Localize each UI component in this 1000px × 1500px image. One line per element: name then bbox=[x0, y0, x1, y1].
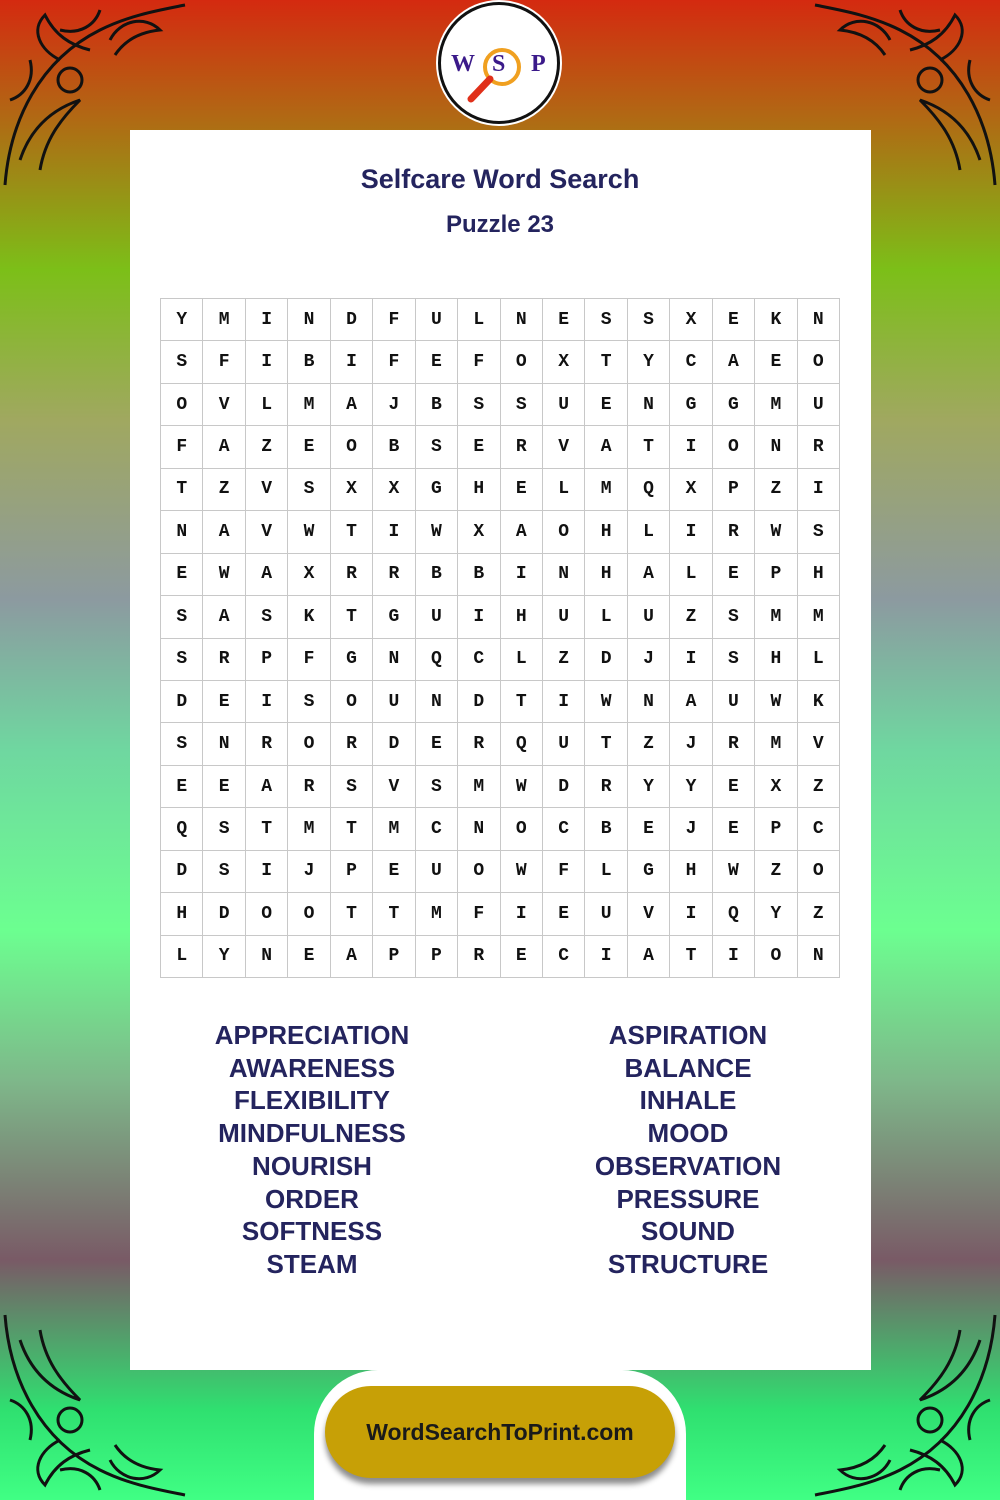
grid-cell[interactable]: O bbox=[755, 936, 797, 978]
grid-cell[interactable]: Y bbox=[161, 299, 203, 341]
grid-cell[interactable]: U bbox=[416, 299, 458, 341]
grid-cell[interactable]: B bbox=[416, 554, 458, 596]
grid-cell[interactable]: E bbox=[585, 384, 627, 426]
grid-cell[interactable]: I bbox=[331, 341, 373, 383]
grid-cell[interactable]: U bbox=[798, 384, 840, 426]
grid-cell[interactable]: T bbox=[670, 936, 712, 978]
grid-cell[interactable]: L bbox=[501, 639, 543, 681]
grid-cell[interactable]: A bbox=[628, 554, 670, 596]
grid-cell[interactable]: F bbox=[203, 341, 245, 383]
grid-cell[interactable]: Z bbox=[755, 469, 797, 511]
grid-cell[interactable]: H bbox=[585, 554, 627, 596]
grid-cell[interactable]: F bbox=[458, 893, 500, 935]
grid-cell[interactable]: I bbox=[246, 299, 288, 341]
grid-cell[interactable]: M bbox=[585, 469, 627, 511]
word-list-item: BALANCE bbox=[624, 1052, 752, 1083]
grid-cell[interactable]: T bbox=[331, 893, 373, 935]
grid-cell[interactable]: E bbox=[416, 341, 458, 383]
grid-cell[interactable]: A bbox=[246, 554, 288, 596]
word-list-item: FLEXIBILITY bbox=[234, 1085, 390, 1116]
grid-cell[interactable]: M bbox=[755, 596, 797, 638]
grid-cell[interactable]: S bbox=[161, 723, 203, 765]
grid-cell[interactable]: X bbox=[543, 341, 585, 383]
grid-cell[interactable]: A bbox=[713, 341, 755, 383]
grid-cell[interactable]: T bbox=[331, 808, 373, 850]
grid-cell[interactable]: L bbox=[246, 384, 288, 426]
grid-cell[interactable]: M bbox=[373, 808, 415, 850]
grid-cell[interactable]: T bbox=[246, 808, 288, 850]
grid-cell[interactable]: I bbox=[670, 511, 712, 553]
word-list-item: SOUND bbox=[641, 1216, 735, 1247]
grid-cell[interactable]: A bbox=[203, 511, 245, 553]
grid-cell[interactable]: E bbox=[288, 426, 330, 468]
grid-cell[interactable]: T bbox=[161, 469, 203, 511]
grid-cell[interactable]: S bbox=[161, 596, 203, 638]
puzzle-title: Selfcare Word Search bbox=[360, 164, 640, 194]
grid-cell[interactable]: K bbox=[798, 681, 840, 723]
grid-cell[interactable]: S bbox=[798, 511, 840, 553]
word-list-item: ASPIRATION bbox=[608, 1020, 768, 1050]
grid-cell[interactable]: W bbox=[288, 511, 330, 553]
grid-cell[interactable]: N bbox=[161, 511, 203, 553]
grid-cell[interactable]: R bbox=[458, 936, 500, 978]
grid-cell[interactable]: C bbox=[416, 808, 458, 850]
grid-cell[interactable]: V bbox=[543, 426, 585, 468]
letter-grid bbox=[160, 298, 840, 978]
grid-cell[interactable]: A bbox=[331, 936, 373, 978]
grid-cell[interactable]: E bbox=[713, 808, 755, 850]
grid-cell[interactable]: E bbox=[713, 766, 755, 808]
grid-cell[interactable]: S bbox=[585, 299, 627, 341]
grid-cell[interactable]: E bbox=[713, 554, 755, 596]
grid-cell[interactable]: B bbox=[288, 341, 330, 383]
grid-cell[interactable]: W bbox=[585, 681, 627, 723]
grid-cell[interactable]: T bbox=[331, 511, 373, 553]
grid-cell[interactable]: A bbox=[670, 681, 712, 723]
grid-cell[interactable]: X bbox=[670, 299, 712, 341]
grid-cell[interactable]: S bbox=[416, 766, 458, 808]
grid-cell[interactable]: R bbox=[501, 426, 543, 468]
grid-cell[interactable]: I bbox=[543, 681, 585, 723]
grid-cell[interactable]: L bbox=[798, 639, 840, 681]
grid-cell[interactable]: Z bbox=[246, 426, 288, 468]
grid-cell[interactable]: E bbox=[755, 341, 797, 383]
grid-cell[interactable]: N bbox=[246, 936, 288, 978]
grid-cell[interactable]: U bbox=[416, 596, 458, 638]
grid-cell[interactable]: Y bbox=[755, 893, 797, 935]
grid-cell[interactable]: E bbox=[416, 723, 458, 765]
grid-cell[interactable]: D bbox=[585, 639, 627, 681]
grid-cell[interactable]: I bbox=[501, 554, 543, 596]
grid-cell[interactable]: D bbox=[203, 893, 245, 935]
grid-cell[interactable]: I bbox=[246, 681, 288, 723]
grid-cell[interactable]: I bbox=[246, 341, 288, 383]
grid-cell[interactable]: F bbox=[373, 341, 415, 383]
grid-cell[interactable]: D bbox=[161, 851, 203, 893]
grid-cell[interactable]: I bbox=[458, 596, 500, 638]
grid-cell[interactable]: A bbox=[246, 766, 288, 808]
grid-cell[interactable]: U bbox=[416, 851, 458, 893]
grid-cell[interactable]: U bbox=[628, 596, 670, 638]
grid-cell[interactable]: O bbox=[798, 851, 840, 893]
grid-cell[interactable]: O bbox=[161, 384, 203, 426]
grid-cell[interactable]: H bbox=[161, 893, 203, 935]
grid-cell[interactable]: X bbox=[670, 469, 712, 511]
grid-cell[interactable]: L bbox=[458, 299, 500, 341]
grid-cell[interactable]: W bbox=[501, 851, 543, 893]
grid-cell[interactable]: D bbox=[543, 766, 585, 808]
grid-cell[interactable]: B bbox=[458, 554, 500, 596]
grid-cell[interactable]: R bbox=[331, 723, 373, 765]
grid-cell[interactable]: I bbox=[373, 511, 415, 553]
grid-cell[interactable]: F bbox=[373, 299, 415, 341]
grid-cell[interactable]: J bbox=[288, 851, 330, 893]
grid-cell[interactable]: O bbox=[331, 426, 373, 468]
grid-cell[interactable]: S bbox=[161, 341, 203, 383]
grid-cell[interactable]: M bbox=[798, 596, 840, 638]
grid-cell[interactable]: A bbox=[203, 426, 245, 468]
grid-cell[interactable]: V bbox=[373, 766, 415, 808]
grid-cell[interactable]: O bbox=[288, 723, 330, 765]
grid-cell[interactable]: U bbox=[543, 384, 585, 426]
grid-cell[interactable]: M bbox=[416, 893, 458, 935]
grid-cell[interactable]: E bbox=[288, 936, 330, 978]
grid-cell[interactable]: L bbox=[670, 554, 712, 596]
grid-cell[interactable]: R bbox=[713, 511, 755, 553]
grid-cell[interactable]: B bbox=[585, 808, 627, 850]
grid-cell[interactable]: L bbox=[585, 596, 627, 638]
grid-cell[interactable]: Y bbox=[628, 766, 670, 808]
grid-cell[interactable]: H bbox=[755, 639, 797, 681]
grid-cell[interactable]: M bbox=[203, 299, 245, 341]
grid-cell[interactable]: J bbox=[628, 639, 670, 681]
grid-cell[interactable]: X bbox=[331, 469, 373, 511]
grid-cell[interactable]: P bbox=[416, 936, 458, 978]
grid-cell[interactable]: O bbox=[458, 851, 500, 893]
word-list-left bbox=[162, 1019, 462, 1281]
grid-cell[interactable]: K bbox=[755, 299, 797, 341]
grid-cell[interactable]: G bbox=[331, 639, 373, 681]
grid-cell[interactable]: E bbox=[628, 808, 670, 850]
grid-cell[interactable]: H bbox=[798, 554, 840, 596]
grid-cell[interactable]: R bbox=[331, 554, 373, 596]
grid-cell[interactable]: N bbox=[798, 299, 840, 341]
grid-cell[interactable]: N bbox=[543, 554, 585, 596]
grid-cell[interactable]: M bbox=[458, 766, 500, 808]
grid-cell[interactable]: C bbox=[670, 341, 712, 383]
grid-cell[interactable]: Q bbox=[161, 808, 203, 850]
grid-cell[interactable]: W bbox=[755, 511, 797, 553]
grid-cell[interactable]: B bbox=[416, 384, 458, 426]
word-list-item: NOURISH bbox=[252, 1150, 372, 1181]
grid-cell[interactable]: V bbox=[628, 893, 670, 935]
grid-cell[interactable]: N bbox=[501, 299, 543, 341]
grid-cell[interactable]: K bbox=[288, 596, 330, 638]
grid-cell[interactable]: I bbox=[670, 893, 712, 935]
logo-letter-s: S bbox=[492, 51, 506, 77]
grid-cell[interactable]: O bbox=[288, 893, 330, 935]
grid-cell[interactable]: S bbox=[203, 808, 245, 850]
grid-cell[interactable]: R bbox=[585, 766, 627, 808]
grid-cell[interactable]: I bbox=[670, 426, 712, 468]
word-list-item: OBSERVATION bbox=[594, 1150, 782, 1181]
grid-cell[interactable]: A bbox=[331, 384, 373, 426]
grid-cell[interactable]: U bbox=[713, 681, 755, 723]
grid-cell[interactable]: P bbox=[755, 554, 797, 596]
grid-cell[interactable]: P bbox=[713, 469, 755, 511]
grid-cell[interactable]: Z bbox=[628, 723, 670, 765]
grid-cell[interactable]: S bbox=[246, 596, 288, 638]
grid-cell[interactable]: E bbox=[501, 469, 543, 511]
grid-cell[interactable]: E bbox=[458, 426, 500, 468]
grid-cell[interactable]: A bbox=[501, 511, 543, 553]
grid-cell[interactable]: N bbox=[458, 808, 500, 850]
grid-cell[interactable]: V bbox=[246, 469, 288, 511]
grid-cell[interactable]: M bbox=[288, 384, 330, 426]
grid-cell[interactable]: E bbox=[713, 299, 755, 341]
grid-cell[interactable]: C bbox=[543, 936, 585, 978]
grid-cell[interactable]: V bbox=[246, 511, 288, 553]
grid-cell[interactable]: W bbox=[416, 511, 458, 553]
grid-cell[interactable]: P bbox=[373, 936, 415, 978]
grid-cell[interactable]: Q bbox=[628, 469, 670, 511]
grid-cell[interactable]: R bbox=[373, 554, 415, 596]
grid-cell[interactable]: P bbox=[331, 851, 373, 893]
grid-cell[interactable]: O bbox=[543, 511, 585, 553]
grid-cell[interactable]: M bbox=[755, 384, 797, 426]
grid-cell[interactable]: T bbox=[373, 893, 415, 935]
grid-cell[interactable]: Y bbox=[628, 341, 670, 383]
grid-cell[interactable]: T bbox=[585, 341, 627, 383]
grid-cell[interactable]: F bbox=[543, 851, 585, 893]
word-list-item: STRUCTURE bbox=[607, 1248, 769, 1279]
grid-cell[interactable]: X bbox=[373, 469, 415, 511]
grid-cell[interactable]: Z bbox=[203, 469, 245, 511]
grid-cell[interactable]: N bbox=[628, 384, 670, 426]
word-list-item: ORDER bbox=[265, 1183, 359, 1214]
word-list-right bbox=[538, 1019, 838, 1281]
grid-cell[interactable]: Q bbox=[713, 893, 755, 935]
grid-cell[interactable]: C bbox=[458, 639, 500, 681]
grid-cell[interactable]: E bbox=[161, 766, 203, 808]
grid-cell[interactable]: E bbox=[543, 299, 585, 341]
grid-cell[interactable]: L bbox=[543, 469, 585, 511]
grid-cell[interactable]: E bbox=[203, 681, 245, 723]
grid-cell[interactable]: E bbox=[501, 936, 543, 978]
grid-cell[interactable]: O bbox=[246, 893, 288, 935]
grid-cell[interactable]: N bbox=[288, 299, 330, 341]
word-list-item: MINDFULNESS bbox=[218, 1118, 406, 1149]
grid-cell[interactable]: C bbox=[543, 808, 585, 850]
grid-cell[interactable]: S bbox=[288, 469, 330, 511]
grid-cell[interactable]: I bbox=[585, 936, 627, 978]
grid-cell[interactable]: M bbox=[755, 723, 797, 765]
wsp-logo bbox=[438, 2, 560, 124]
grid-cell[interactable]: O bbox=[713, 426, 755, 468]
grid-cell[interactable]: T bbox=[331, 596, 373, 638]
grid-cell[interactable]: A bbox=[585, 426, 627, 468]
grid-cell[interactable]: S bbox=[203, 851, 245, 893]
grid-cell[interactable]: U bbox=[585, 893, 627, 935]
grid-cell[interactable]: J bbox=[670, 808, 712, 850]
grid-cell[interactable]: L bbox=[585, 851, 627, 893]
grid-cell[interactable]: N bbox=[203, 723, 245, 765]
grid-cell[interactable]: C bbox=[798, 808, 840, 850]
grid-cell[interactable]: T bbox=[628, 426, 670, 468]
grid-cell[interactable]: Z bbox=[798, 766, 840, 808]
grid-cell[interactable]: I bbox=[713, 936, 755, 978]
grid-cell[interactable]: I bbox=[246, 851, 288, 893]
grid-cell[interactable]: N bbox=[628, 681, 670, 723]
word-list-item: AWARENESS bbox=[228, 1052, 396, 1083]
word-list-item: PRESSURE bbox=[616, 1183, 760, 1214]
grid-cell[interactable]: U bbox=[543, 596, 585, 638]
grid-cell[interactable]: M bbox=[288, 808, 330, 850]
grid-cell[interactable]: N bbox=[373, 639, 415, 681]
grid-cell[interactable]: W bbox=[501, 766, 543, 808]
grid-cell[interactable]: I bbox=[670, 639, 712, 681]
grid-cell[interactable]: R bbox=[203, 639, 245, 681]
grid-cell[interactable]: D bbox=[161, 681, 203, 723]
grid-cell[interactable]: I bbox=[501, 893, 543, 935]
grid-cell[interactable]: N bbox=[798, 936, 840, 978]
grid-cell[interactable]: T bbox=[501, 681, 543, 723]
grid-cell[interactable]: Z bbox=[755, 851, 797, 893]
word-list-item: INHALE bbox=[639, 1085, 737, 1116]
grid-cell[interactable]: O bbox=[798, 341, 840, 383]
grid-cell[interactable]: X bbox=[755, 766, 797, 808]
grid-cell[interactable]: S bbox=[416, 426, 458, 468]
grid-cell[interactable]: O bbox=[501, 341, 543, 383]
grid-cell[interactable]: R bbox=[246, 723, 288, 765]
puzzle-number: Puzzle 23 bbox=[445, 211, 555, 238]
grid-cell[interactable]: R bbox=[798, 426, 840, 468]
grid-cell[interactable]: D bbox=[458, 681, 500, 723]
grid-cell[interactable]: J bbox=[670, 723, 712, 765]
grid-cell[interactable]: F bbox=[161, 426, 203, 468]
grid-cell[interactable]: H bbox=[458, 469, 500, 511]
grid-cell[interactable]: L bbox=[161, 936, 203, 978]
grid-cell[interactable]: E bbox=[543, 893, 585, 935]
grid-cell[interactable]: S bbox=[331, 766, 373, 808]
grid-cell[interactable]: B bbox=[373, 426, 415, 468]
grid-cell[interactable]: Z bbox=[798, 893, 840, 935]
grid-cell[interactable]: D bbox=[331, 299, 373, 341]
grid-cell[interactable]: Z bbox=[543, 639, 585, 681]
grid-cell[interactable]: W bbox=[755, 681, 797, 723]
grid-cell[interactable]: P bbox=[246, 639, 288, 681]
grid-cell[interactable]: F bbox=[288, 639, 330, 681]
logo-letter-p: P bbox=[531, 51, 546, 77]
grid-cell[interactable]: W bbox=[203, 554, 245, 596]
grid-cell[interactable]: S bbox=[713, 639, 755, 681]
grid-cell[interactable]: D bbox=[373, 723, 415, 765]
grid-cell[interactable]: L bbox=[628, 511, 670, 553]
grid-cell[interactable]: I bbox=[798, 469, 840, 511]
grid-cell[interactable]: U bbox=[373, 681, 415, 723]
grid-cell[interactable]: U bbox=[543, 723, 585, 765]
grid-cell[interactable]: G bbox=[416, 469, 458, 511]
grid-cell[interactable]: N bbox=[755, 426, 797, 468]
grid-cell[interactable]: S bbox=[161, 639, 203, 681]
grid-cell[interactable]: G bbox=[670, 384, 712, 426]
grid-cell[interactable]: X bbox=[288, 554, 330, 596]
grid-cell[interactable]: E bbox=[161, 554, 203, 596]
grid-cell[interactable]: N bbox=[416, 681, 458, 723]
grid-cell[interactable]: J bbox=[373, 384, 415, 426]
grid-cell[interactable]: G bbox=[628, 851, 670, 893]
grid-cell[interactable]: S bbox=[628, 299, 670, 341]
word-list-item: MOOD bbox=[647, 1118, 729, 1149]
grid-cell[interactable]: V bbox=[798, 723, 840, 765]
grid-cell[interactable]: S bbox=[713, 596, 755, 638]
grid-cell[interactable]: Q bbox=[416, 639, 458, 681]
grid-cell[interactable]: R bbox=[288, 766, 330, 808]
word-list-item: SOFTNESS bbox=[241, 1216, 383, 1247]
grid-cell[interactable]: A bbox=[203, 596, 245, 638]
word-list-item: APPRECIATION bbox=[214, 1020, 410, 1050]
grid-cell[interactable]: O bbox=[331, 681, 373, 723]
grid-cell[interactable]: A bbox=[628, 936, 670, 978]
grid-cell[interactable]: Y bbox=[203, 936, 245, 978]
grid-cell[interactable]: H bbox=[670, 851, 712, 893]
grid-cell[interactable]: S bbox=[288, 681, 330, 723]
grid-cell[interactable]: H bbox=[501, 596, 543, 638]
grid-cell[interactable]: Y bbox=[670, 766, 712, 808]
grid-cell[interactable]: O bbox=[501, 808, 543, 850]
grid-cell[interactable]: G bbox=[373, 596, 415, 638]
grid-cell[interactable]: S bbox=[458, 384, 500, 426]
grid-cell[interactable]: X bbox=[458, 511, 500, 553]
grid-cell[interactable]: E bbox=[373, 851, 415, 893]
grid-cell[interactable]: Z bbox=[670, 596, 712, 638]
grid-cell[interactable]: E bbox=[203, 766, 245, 808]
grid-cell[interactable]: V bbox=[203, 384, 245, 426]
grid-cell[interactable]: H bbox=[585, 511, 627, 553]
grid-cell[interactable]: T bbox=[585, 723, 627, 765]
word-list-item: STEAM bbox=[266, 1248, 358, 1279]
grid-cell[interactable]: R bbox=[458, 723, 500, 765]
grid-cell[interactable]: G bbox=[713, 384, 755, 426]
grid-cell[interactable]: Q bbox=[501, 723, 543, 765]
grid-cell[interactable]: S bbox=[501, 384, 543, 426]
website-link-button[interactable]: WordSearchToPrint.com bbox=[325, 1386, 675, 1478]
logo-letter-w: W bbox=[451, 51, 475, 77]
grid-cell[interactable]: R bbox=[713, 723, 755, 765]
grid-cell[interactable]: F bbox=[458, 341, 500, 383]
grid-cell[interactable]: W bbox=[713, 851, 755, 893]
grid-cell[interactable]: P bbox=[755, 808, 797, 850]
